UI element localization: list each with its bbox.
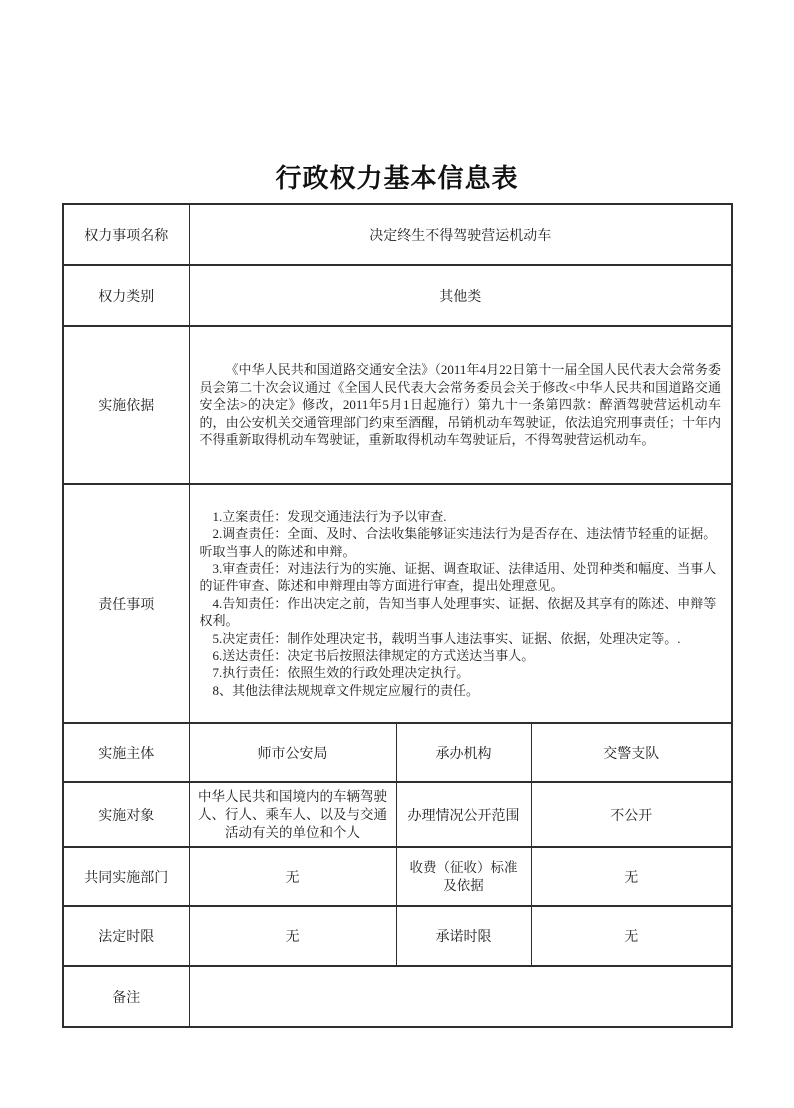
- responsibility-item-4: 4.告知责任：作出决定之前，告知当事人处理事实、证据、依据及其享有的陈述、申辩等权利。: [199, 595, 717, 629]
- implementation-basis-text: 《中华人民共和国道路交通安全法》（2011年4月22日第十一届全国人民代表大会常务委员会第二十次会议通过《全国人民代表大会常务委员会关于修改<中华人民共和国道路交通安全法>的决定》修改，2011年5月1日起施行）第九十一条第四款：醉酒驾驶营运机动车的，由公安机关交通管理部门约束至酒醒，吊销机动车驾驶证，依法追究刑事责任；十年内不得重新取得机动车驾驶证，重新取得机动车驾驶证后，不得驾驶营运机动车。: [199, 362, 722, 448]
- value-responsibility-items: [189, 484, 732, 723]
- label-responsibility-items: 责任事项: [63, 484, 189, 723]
- label-fee-standard-basis: 收费（征收）标准及依据: [396, 847, 531, 906]
- label-implementation-basis: 实施依据: [63, 326, 189, 484]
- value-statutory-time-limit: 无: [189, 906, 396, 966]
- value-power-item-name: 决定终生不得驾驶营运机动车: [189, 204, 732, 265]
- value-remarks: [189, 966, 732, 1027]
- row-implementation-basis: [63, 326, 732, 484]
- value-power-category: 其他类: [189, 265, 732, 326]
- value-fee-standard-basis: 无: [531, 847, 732, 906]
- row-power-category: [63, 265, 732, 326]
- label-implementation-target: 实施对象: [63, 782, 189, 847]
- responsibility-item-8: 8、其他法律法规规章文件规定应履行的责任。: [212, 682, 480, 698]
- row-implementation-target: [63, 782, 732, 847]
- label-power-category: 权力类别: [63, 265, 189, 326]
- row-responsibility-items: [63, 484, 732, 723]
- row-joint-implementation-departments: [63, 847, 732, 906]
- label-remarks: 备注: [63, 966, 189, 1027]
- value-implementing-agency: 师市公安局: [189, 723, 396, 782]
- row-implementing-agency: [63, 723, 732, 782]
- responsibility-item-6: 6.送达责任：决定书后按照法律规定的方式送达当事人。: [212, 648, 535, 664]
- row-remarks: [63, 966, 732, 1027]
- value-joint-implementation-departments: 无: [189, 847, 396, 906]
- info-table: [62, 203, 733, 1028]
- value-implementation-target: 中华人民共和国境内的车辆驾驶人、行人、乘车人、以及与交通活动有关的单位和个人: [189, 782, 396, 847]
- label-promised-time-limit: 承诺时限: [396, 906, 531, 966]
- responsibility-item-3: 3.审查责任：对违法行为的实施、证据、调查取证、法律适用、处罚种类和幅度、当事人的证件审查、陈述和申辩理由等方面进行审查，提出处理意见。: [199, 560, 717, 594]
- label-statutory-time-limit: 法定时限: [63, 906, 189, 966]
- value-promised-time-limit: 无: [531, 906, 732, 966]
- responsibility-item-2: 2.调查责任：全面、及时、合法收集能够证实违法行为是否存在、违法情节轻重的证据。听取当事人的陈述和申辩。: [199, 526, 717, 559]
- label-undertaking-agency: 承办机构: [396, 723, 531, 782]
- value-undertaking-agency: 交警支队: [531, 723, 732, 782]
- page-title: 行政权力基本信息表: [275, 164, 519, 193]
- responsibility-item-1: 1.立案责任：发现交通违法行为予以审查.: [212, 508, 447, 524]
- value-disclosure-scope: 不公开: [531, 782, 732, 847]
- label-power-item-name: 权力事项名称: [63, 204, 189, 265]
- value-implementation-basis: [189, 326, 732, 484]
- label-disclosure-scope: 办理情况公开范围: [396, 782, 531, 847]
- row-statutory-time-limit: [63, 906, 732, 966]
- row-power-item-name: [63, 204, 732, 265]
- responsibility-item-5: 5.决定责任：制作处理决定书，载明当事人违法事实、证据、依据，处理决定等。.: [212, 630, 681, 646]
- label-implementing-agency: 实施主体: [63, 723, 189, 782]
- label-joint-implementation-departments: 共同实施部门: [63, 847, 189, 906]
- responsibility-item-7: 7.执行责任：依照生效的行政处理决定执行。: [212, 665, 470, 681]
